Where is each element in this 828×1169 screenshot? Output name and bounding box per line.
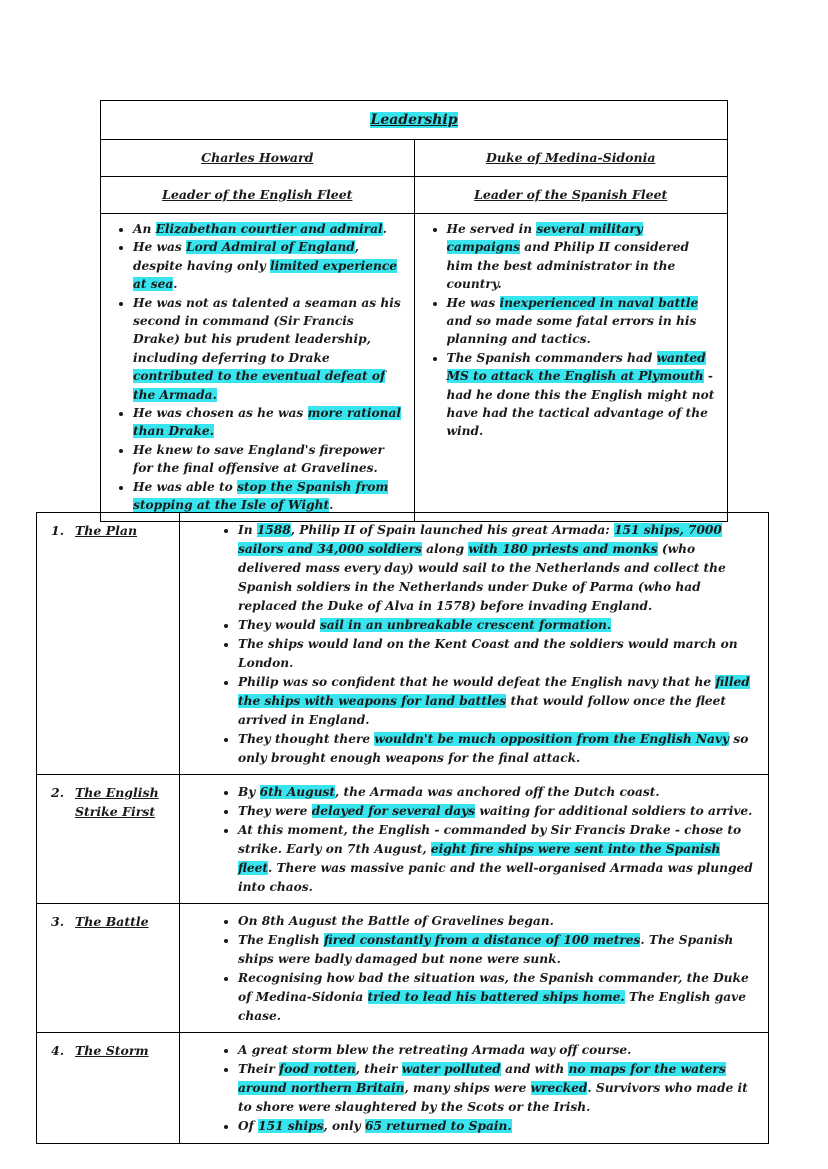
bullet-text: Recognising how bad the situation was, the Spanish commander, the Duke of Medina-Sidonia [238, 971, 749, 1004]
step-title: The Battle [75, 914, 149, 929]
bullet-text: , Philip II of Spain launched his great Armada: [290, 523, 615, 537]
bullet-text: By [238, 785, 260, 799]
bullet-text: A great storm blew the retreating Armada way off course. [238, 1043, 632, 1057]
medina-details [414, 214, 728, 522]
bullet-text: An [133, 222, 156, 236]
timeline-body [180, 513, 769, 775]
step-title: The Plan [75, 523, 138, 538]
step-bullets [212, 521, 754, 768]
bullet-item [447, 220, 718, 294]
bullet-text: He knew to save England's firepower for the final offensive at Gravelines. [133, 442, 384, 476]
bullet-text: . There was massive panic and the well-organised Armada was plunged into chaos. [238, 861, 753, 894]
bullet-text: . [329, 498, 334, 513]
bullet-item [238, 931, 754, 969]
highlighted-text: wouldn't be much opposition from the English Navy [374, 732, 730, 746]
bullet-item [238, 783, 754, 802]
bullet-text: The Spanish commanders had [446, 350, 657, 365]
bullet-item [133, 441, 404, 478]
bullet-text: , despite having only [133, 240, 360, 273]
highlighted-text: 6th August [259, 785, 336, 799]
bullet-text: . [382, 222, 387, 236]
highlighted-text: fired constantly from a distance of 100 metres [323, 933, 641, 947]
step-number: 2. [51, 785, 65, 800]
bullet-item [238, 616, 754, 635]
bullet-item [238, 969, 754, 1026]
bullet-item [133, 294, 404, 404]
bullet-item [238, 730, 754, 768]
howard-bullet-list [111, 220, 404, 515]
bullet-text: In [238, 523, 257, 537]
timeline-label [37, 513, 180, 775]
bullet-item [238, 673, 754, 730]
timeline-row [37, 513, 769, 775]
highlighted-text: wrecked [530, 1081, 588, 1095]
bullet-item [238, 521, 754, 616]
highlighted-text: several military campaigns [446, 222, 643, 255]
leadership-title: Leadership [370, 111, 458, 128]
bullet-item [133, 478, 404, 515]
highlighted-text: Lord Admiral of England [186, 240, 355, 255]
bullet-text: and with [500, 1062, 569, 1076]
bullet-text: He was chosen as he was [133, 406, 308, 421]
bullet-text: They thought there [238, 732, 375, 746]
bullet-text: The ships would land on the Kent Coast and the soldiers would march on London. [238, 637, 738, 670]
charles-howard-name: Charles Howard [201, 149, 314, 165]
bullet-item [238, 802, 754, 821]
highlighted-text: wanted MS to attack the English at Plymouth [446, 350, 706, 384]
timeline-label [37, 775, 180, 904]
bullet-item [238, 912, 754, 931]
highlighted-text: Elizabethan courtier and admiral [155, 222, 383, 236]
highlighted-text: with 180 priests and monks [468, 542, 658, 556]
leadership-table [100, 100, 728, 522]
bullet-text: (who delivered mass every day) would sail to the Netherlands and collect the Spanish soldiers in the Netherlands under Duke of Parma (who had replaced the Duke of Alva in 1578) before invading England. [238, 542, 726, 613]
highlighted-text: 151 ships, 7000 sailors and 34,000 soldiers [238, 523, 722, 556]
bullet-text: The English gave chase. [238, 990, 746, 1023]
step-bullets [212, 783, 754, 897]
bullet-text: , the Armada was anchored off the Dutch coast. [335, 785, 660, 799]
bullet-text: , their [355, 1062, 402, 1076]
highlighted-text: 151 ships [258, 1119, 324, 1133]
highlighted-text: limited experience at sea [133, 258, 398, 292]
highlighted-text: 65 returned to Spain. [364, 1119, 512, 1133]
bullet-text: . Survivors who made it to shore were slaughtered by the Scots or the Irish. [238, 1081, 748, 1114]
bullet-text: He was able to [133, 479, 238, 494]
left-role-cell [101, 177, 415, 214]
medina-bullet-list [425, 220, 718, 441]
timeline-body [180, 1033, 769, 1144]
highlighted-text: sail in an unbreakable crescent formation. [319, 618, 612, 632]
bullet-text: and so made some fatal errors in his planning and tactics. [446, 314, 697, 347]
bullet-item [133, 238, 404, 293]
step-number: 1. [51, 523, 65, 538]
howard-details [101, 214, 415, 522]
bullet-text: He was not as talented a seaman as his second in command (Sir Francis Drake) but his prudent leadership, including deferring to Drake [133, 295, 401, 365]
bullet-item [133, 404, 404, 441]
highlighted-text: more rational than Drake. [133, 406, 402, 439]
timeline-label [37, 904, 180, 1033]
bullet-item [238, 1117, 754, 1136]
highlighted-text: delayed for several days [311, 804, 476, 818]
step-number: 3. [51, 914, 65, 929]
step-title: The Storm [75, 1043, 149, 1058]
bullet-text: They would [238, 618, 320, 632]
highlighted-text: filled the ships with weapons for land battles [238, 675, 750, 708]
timeline-row [37, 1033, 769, 1144]
highlighted-text: no maps for the waters around northern Britain [238, 1062, 726, 1095]
highlighted-text: contributed to the eventual defeat of the Armada. [133, 369, 386, 402]
bullet-text: He was [446, 295, 500, 310]
left-name-cell [101, 140, 415, 177]
timeline-row [37, 775, 769, 904]
bullet-text: waiting for additional soldiers to arrive. [475, 804, 753, 818]
timeline-label [37, 1033, 180, 1144]
step-title: The English Strike First [75, 785, 159, 819]
timeline-row [37, 904, 769, 1033]
medina-sidonia-name: Duke of Medina-Sidonia [486, 149, 656, 165]
bullet-text: Their [238, 1062, 279, 1076]
bullet-item [447, 294, 718, 349]
leadership-title-cell [101, 101, 728, 140]
highlighted-text: 1588 [256, 523, 291, 537]
right-name-cell [414, 140, 728, 177]
english-fleet-role: Leader of the English Fleet [162, 186, 353, 202]
highlighted-text: eight fire ships were sent into the Spanish fleet [238, 842, 721, 875]
bullet-text: so only brought enough weapons for the final attack. [238, 732, 749, 765]
highlighted-text: tried to lead his battered ships home. [367, 990, 625, 1004]
bullet-item [133, 220, 404, 238]
bullet-text: On 8th August the Battle of Gravelines began. [238, 914, 554, 928]
spanish-fleet-role: Leader of the Spanish Fleet [474, 186, 668, 202]
bullet-text: Of [238, 1119, 259, 1133]
bullet-item [238, 1060, 754, 1117]
highlighted-text: inexperienced in naval battle [499, 295, 699, 310]
bullet-text: that would follow once the fleet arrived in England. [238, 694, 726, 727]
bullet-text: He served in [446, 222, 537, 236]
timeline-body [180, 775, 769, 904]
highlighted-text: water polluted [401, 1062, 501, 1076]
step-bullets [212, 1041, 754, 1136]
armada-timeline-table [36, 512, 769, 1144]
bullet-text: - had he done this the English might not have had the tactical advantage of the wind. [446, 369, 715, 439]
bullet-item [238, 821, 754, 897]
bullet-text: and Philip II considered him the best administrator in the country. [446, 240, 689, 292]
highlighted-text: stop the Spanish from stopping at the Isle of Wight [133, 479, 389, 513]
bullet-item [238, 635, 754, 673]
bullet-text: At this moment, the English - commanded by Sir Francis Drake - chose to strike. Early on 7th August, [238, 823, 742, 856]
step-number: 4. [51, 1043, 65, 1058]
step-bullets [212, 912, 754, 1026]
bullet-text: along [421, 542, 469, 556]
bullet-text: They were [238, 804, 312, 818]
right-role-cell [414, 177, 728, 214]
bullet-text: He was [133, 240, 187, 255]
bullet-text: , many ships were [404, 1081, 531, 1095]
bullet-text: Philip was so confident that he would defeat the English navy that he [238, 675, 716, 689]
bullet-text: , only [323, 1119, 365, 1133]
bullet-item [447, 349, 718, 441]
timeline-body [180, 904, 769, 1033]
highlighted-text: food rotten [278, 1062, 356, 1076]
bullet-text: The English [238, 933, 324, 947]
bullet-text: . [173, 277, 178, 292]
bullet-item [238, 1041, 754, 1060]
bullet-text: . The Spanish ships were badly damaged but none were sunk. [238, 933, 734, 966]
